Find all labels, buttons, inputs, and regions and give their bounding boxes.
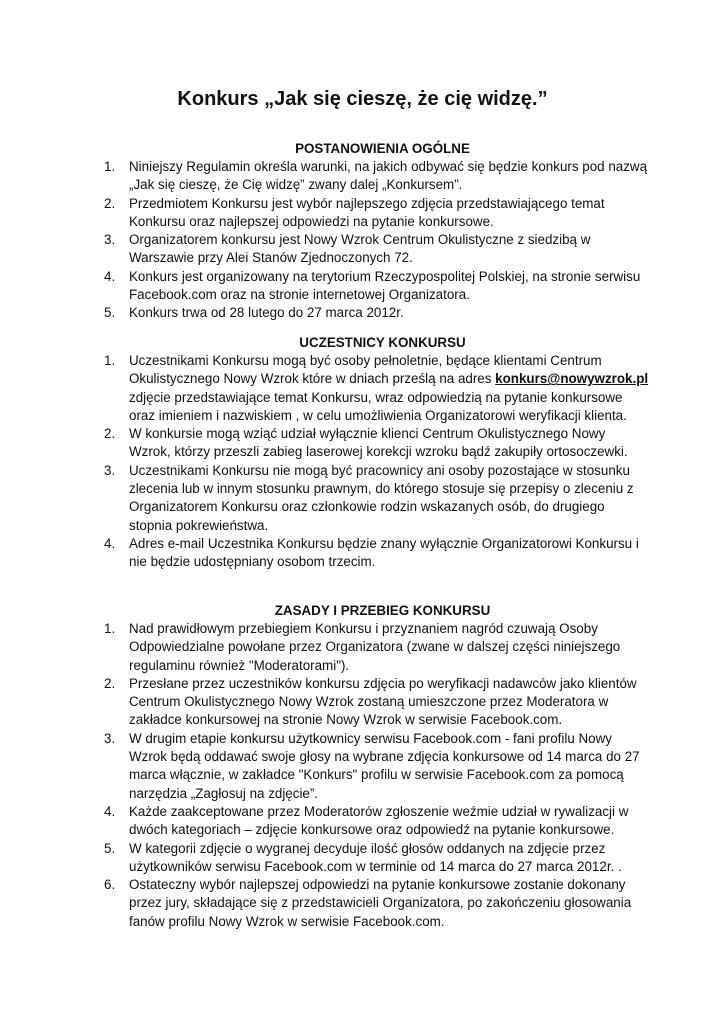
list-item: 5. W kategorii zdjęcie o wygranej decyduje ilość głosów oddanych na zdjęcie przez użytkowników serwisu Facebook.com w terminie od 14 marca do 27 marca 2012r. .	[104, 840, 622, 874]
section-heading: POSTANOWIENIA OGÓLNE	[295, 141, 470, 156]
document-title: Konkurs „Jak się cieszę, że cię widzę.”	[177, 88, 548, 110]
list-item: 4. Adres e-mail Uczestnika Konkursu będzie znany wyłącznie Organizatorowi Konkursu i nie będzie udostępniany osobom trzecim.	[104, 535, 639, 570]
section-rules-and-procedure	[0, 602, 725, 931]
list-item: 6. Ostateczny wybór najlepszej odpowiedzi na pytanie konkursowe zostanie dokonany przez jury, składające się z przedstawicieli Organizatora, po zakończeniu głosowania fanów profilu Nowy Wzrok w serwisie Facebook.com.	[104, 877, 632, 929]
list-item: 3. W drugim etapie konkursu użytkownicy serwisu Facebook.com - fani profilu Nowy Wzrok będą oddawać swoje głosy na wybrane zdjęcia konkursowe od 14 marca do 27 marca włącznie, w zakładce "Konkurs" profilu w serwisie Facebook.com za pomocą narzędzia „Zagłosuj na zdjęcie”.	[104, 730, 640, 801]
list-item: 1. Niniejszy Regulamin określa warunki, na jakich odbywać się będzie konkurs pod nazwą „Jak się cieszę, że Cię widzę” zwany dalej „Konkursem”.	[104, 159, 648, 193]
section-participants	[0, 334, 725, 572]
list-item: 3. Uczestnikami Konkursu nie mogą być pracownicy ani osoby pozostające w stosunku zlecenia lub w innym stosunku prawnym, do którego stosuje się przepisy o zleceniu z Organizatorem Konkursu oraz członkowie rodzin wskazanych osób, do drugiego stopnia pokrewieństwa.	[104, 462, 634, 533]
list-item: 2. W konkursie mogą wziąć udział wyłącznie klienci Centrum Okulistycznego Nowy Wzrok, którzy przeszli zabieg laserowej korekcji wzroku bądź zakupiły ortosoczewki.	[104, 426, 628, 460]
list-item: 1. Uczestnikami Konkursu mogą być osoby pełnoletnie, będące klientami Centrum Okulistycznego Nowy Wzrok które w dniach prześlą na adres konkurs@nowywzrok.pl zdjęcie przedstawiające temat Konkursu, wraz odpowiedzią na pytanie konkursowe oraz imieniem i nazwiskiem , w celu umożliwienia Organizatorowi weryfikacji klienta.	[104, 353, 649, 423]
list-item: 2. Przesłane przez uczestników konkursu zdjęcia po weryfikacji nadawców jako klientów Centrum Okulistycznego Nowy Wzrok zostaną umieszczone przez Moderatora w zakładce konkursowej na stronie Nowy Wzrok w serwisie Facebook.com.	[104, 675, 637, 728]
list-item: 4. Każde zaakceptowane przez Moderatorów zgłoszenie weźmie udział w rywalizacji w dwóch kategoriach – zdjęcie konkursowe oraz odpowiedź na pytanie konkursowe.	[104, 803, 629, 838]
list-item: 4. Konkurs jest organizowany na terytorium Rzeczypospolitej Polskiej, na stronie serwisu Facebook.com oraz na stronie internetowej Organizatora.	[104, 268, 641, 303]
numbered-list	[0, 352, 725, 572]
contest-email-link[interactable]: konkurs@nowywzrok.pl	[495, 371, 649, 387]
section-heading: ZASADY I PRZEBIEG KONKURSU	[274, 603, 491, 618]
list-item: 1. Nad prawidłowym przebiegiem Konkursu i przyznaniem nagród czuwają Osoby Odpowiedzialne powołane przez Organizatora (zwane w dalszej części niniejszego regulaminu również "Moderatorami").	[104, 621, 621, 673]
list-item: 3. Organizatorem konkursu jest Nowy Wzrok Centrum Okulistyczne z siedzibą w Warszawie przy Alei Stanów Zjednoczonych 72.	[104, 232, 591, 266]
list-item: 2. Przedmiotem Konkursu jest wybór najlepszego zdjęcia przedstawiającego temat Konkursu oraz najlepszej odpowiedzi na pytanie konkursowe.	[104, 195, 605, 229]
section-general-provisions	[0, 140, 725, 323]
list-item: 5. Konkurs trwa od 28 lutego do 27 marca 2012r.	[104, 305, 404, 321]
numbered-list	[0, 158, 725, 323]
numbered-list	[0, 620, 725, 931]
section-heading: UCZESTNICY KONKURSU	[299, 335, 466, 350]
